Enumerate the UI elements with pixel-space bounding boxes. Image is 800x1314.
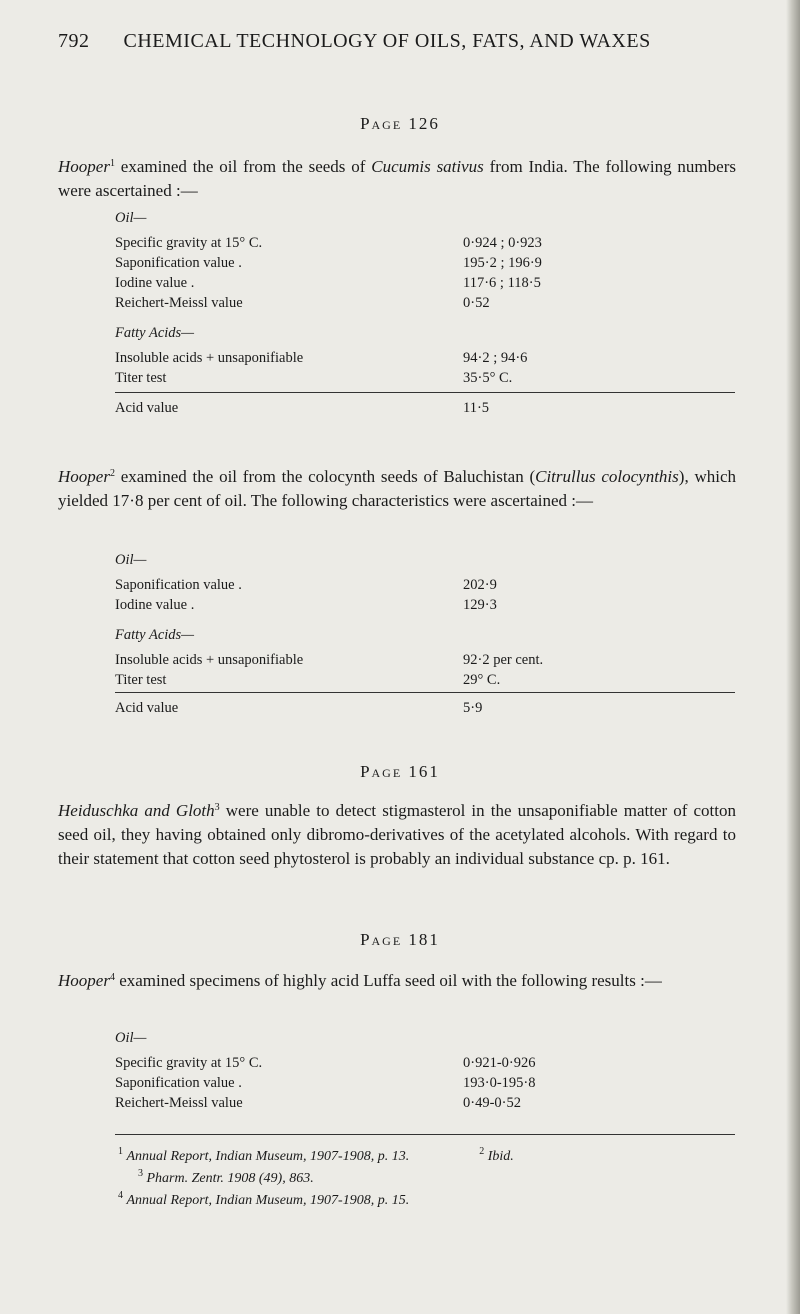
footnote-text: Pharm. Zentr. 1908 (49), 863. — [146, 1171, 314, 1186]
acid-value-row-citrullus — [115, 698, 735, 718]
table-caption-oil: Oil— — [115, 210, 147, 226]
row-value: 0·921-0·926 — [463, 1055, 536, 1071]
row-value: 0·52 — [463, 295, 490, 311]
row-value: 202·9 — [463, 577, 497, 593]
table-caption-fatty-acids: Fatty Acids— — [115, 627, 195, 643]
species-name: Citrullus colocynthis — [535, 467, 679, 486]
paragraph-text: examined the oil from the seeds of — [114, 157, 372, 176]
table-row — [115, 650, 735, 670]
row-label: Insoluble acids + unsaponifiable — [115, 350, 304, 366]
acid-value-row-cucumis — [115, 398, 735, 418]
page-number: 792 — [58, 30, 90, 52]
row-label: Specific gravity at 15° C. — [115, 1055, 263, 1071]
row-label: Iodine value . — [115, 597, 195, 613]
row-value: 0·924 ; 0·923 — [463, 235, 542, 251]
running-title: CHEMICAL TECHNOLOGY OF OILS, FATS, AND WAXES — [123, 30, 651, 52]
table-row — [115, 595, 735, 615]
row-label: Saponification value . — [115, 1075, 242, 1091]
table-row — [115, 293, 735, 313]
footnote-ref: 3 — [214, 802, 220, 813]
footnote-rule — [115, 1134, 735, 1135]
row-value: 193·0-195·8 — [463, 1075, 536, 1091]
row-label: Reichert-Meissl value — [115, 1095, 243, 1111]
table-caption-fatty-acids: Fatty Acids— — [115, 325, 195, 341]
footnote-ref: 1 — [109, 158, 115, 169]
author-name: Hooper — [58, 467, 110, 486]
row-label: Saponification value . — [115, 577, 242, 593]
footnote-ref: 4 — [109, 972, 115, 983]
table-row — [115, 368, 735, 388]
footnote-1-2 — [58, 1143, 748, 1165]
footnote-number: 3 — [138, 1168, 143, 1179]
table-row — [115, 1093, 735, 1113]
paragraph-text: ), which yielded 17·8 per cent of oil. The following characteristics were ascertained :— — [58, 467, 736, 510]
section-title-page-126: Page 126 — [360, 114, 440, 133]
table-row — [115, 273, 735, 293]
paragraph-text: examined the oil from the colocynth seeds of Baluchistan ( — [114, 467, 536, 486]
paragraph-citrullus — [58, 462, 736, 513]
table-row — [115, 1053, 735, 1073]
page-edge-shadow — [786, 0, 800, 1314]
table-row — [115, 233, 735, 253]
footnotes — [58, 1143, 748, 1209]
row-label: Titer test — [115, 370, 167, 386]
footnote-4 — [58, 1187, 748, 1209]
table-row — [115, 398, 735, 418]
paragraph-luffa — [58, 966, 736, 993]
section-title-page-161: Page 161 — [360, 762, 440, 781]
section-title-page-181: Page 181 — [360, 930, 440, 949]
row-value: 195·2 ; 196·9 — [463, 255, 542, 271]
footnote-text: Annual Report, Indian Museum, 1907-1908, p. 13. — [126, 1149, 410, 1164]
data-table-cucumis — [115, 210, 735, 388]
row-value: 94·2 ; 94·6 — [463, 350, 528, 366]
paragraph-cucumis — [58, 152, 736, 203]
paragraph-text: were unable to detect stigmasterol in the unsaponifiable matter of cotton seed oil, they having obtained only dibromo-derivatives of the acetylated alcohols. With regard to their statement that cotton seed phytosterol is probably an individual substance cp. p. 161. — [58, 801, 736, 868]
footnote-number: 4 — [118, 1190, 123, 1201]
footnote-ref: 2 — [109, 468, 115, 479]
table-row — [115, 670, 735, 690]
row-label: Acid value — [115, 400, 179, 416]
row-value: 11·5 — [463, 400, 490, 416]
row-label: Saponification value . — [115, 255, 242, 271]
table-caption-oil: Oil— — [115, 1030, 147, 1046]
table-row — [115, 1073, 735, 1093]
data-table-citrullus — [115, 552, 735, 690]
row-value: 5·9 — [463, 700, 483, 716]
footnote-3 — [58, 1165, 748, 1187]
row-label: Iodine value . — [115, 275, 195, 291]
row-value: 0·49-0·52 — [463, 1095, 521, 1111]
footnote-number: 2 — [479, 1146, 485, 1157]
row-label: Titer test — [115, 672, 167, 688]
footnote-text: Annual Report, Indian Museum, 1907-1908, p. 15. — [126, 1193, 410, 1208]
running-header — [58, 30, 740, 53]
paragraph-heiduschka — [58, 796, 736, 871]
row-value: 117·6 ; 118·5 — [463, 275, 541, 291]
table-rule — [115, 392, 735, 393]
row-label: Reichert-Meissl value — [115, 295, 243, 311]
author-name: Hooper — [58, 971, 110, 990]
row-label: Acid value — [115, 700, 179, 716]
row-value: 35·5° C. — [463, 370, 513, 386]
author-name: Hooper — [58, 157, 110, 176]
data-table-luffa — [115, 1030, 735, 1113]
table-row — [115, 253, 735, 273]
author-name: Heiduschka and Gloth — [58, 801, 215, 820]
row-label: Insoluble acids + unsaponifiable — [115, 652, 304, 668]
footnote-number: 1 — [118, 1146, 123, 1157]
table-row — [115, 575, 735, 595]
paragraph-text: from India. The following numbers were ascertained :— — [58, 157, 736, 200]
footnote-text: Ibid. — [487, 1149, 514, 1164]
table-row — [115, 698, 735, 718]
table-row — [115, 348, 735, 368]
row-value: 29° C. — [463, 672, 501, 688]
row-value: 92·2 per cent. — [463, 652, 544, 668]
table-caption-oil: Oil— — [115, 552, 147, 568]
species-name: Cucumis sativus — [371, 157, 484, 176]
paragraph-text: examined specimens of highly acid Luffa seed oil with the following results :— — [114, 971, 662, 990]
row-value: 129·3 — [463, 597, 497, 613]
table-rule — [115, 692, 735, 693]
row-label: Specific gravity at 15° C. — [115, 235, 263, 251]
